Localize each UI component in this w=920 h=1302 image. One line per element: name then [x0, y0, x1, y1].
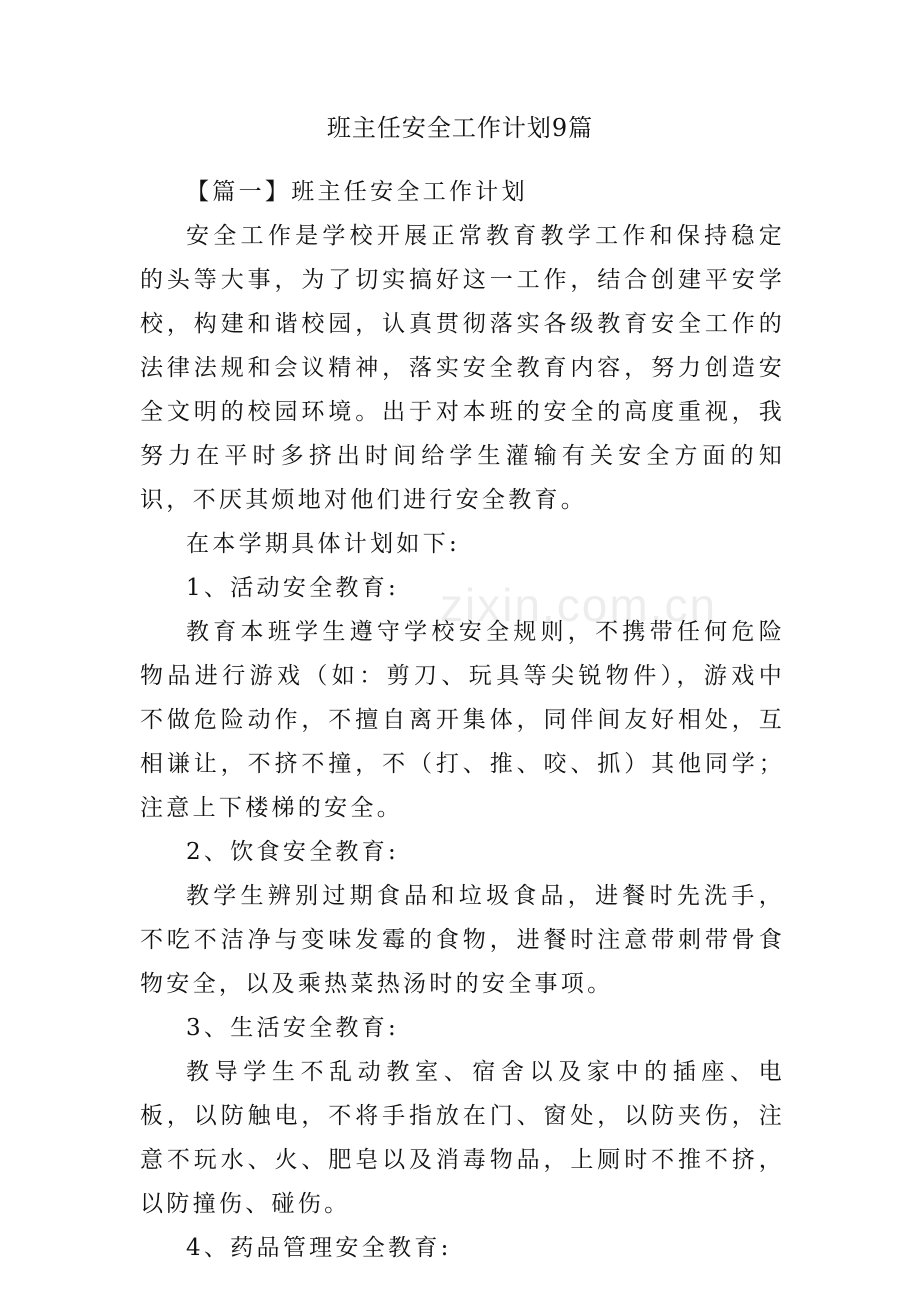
paragraph-item-3: 教导学生不乱动教室、宿舍以及家中的插座、电板，以防触电，不将手指放在门、窗处，以防夹伤，注意不玩水、火、肥皂以及消毒物品，上厕时不推不挤，以防撞伤、碰伤。	[140, 1059, 785, 1217]
item-heading-1: 1、活动安全教育:	[186, 575, 400, 601]
item-heading-2: 2、饮食安全教育:	[186, 839, 400, 865]
paragraph-item-2: 教学生辨别过期食品和垃圾食品，进餐时先洗手，不吃不洁净与变味发霉的食物，进餐时注意带刺带骨食物安全，以及乘热菜热汤时的安全事项。	[140, 883, 785, 997]
paragraph-intro: 安全工作是学校开展正常教育教学工作和保持稳定的头等大事，为了切实搞好这一工作，结合创建平安学校，构建和谐校园，认真贯彻落实各级教育安全工作的法律法规和会议精神，落实安全教育内容，努力创造安全文明的校园环境。出于对本班的安全的高度重视，我努力在平时多挤出时间给学生灌输有关安全方面的知识，不厌其烦地对他们进行安全教育。	[140, 223, 785, 513]
item-heading-4: 4、药品管理安全教育:	[186, 1235, 452, 1261]
document-body	[140, 170, 785, 1270]
paragraph-item-1: 教育本班学生遵守学校安全规则，不携带任何危险物品进行游戏（如：剪刀、玩具等尖锐物件），游戏中不做危险动作，不擅自离开集体，同伴间友好相处，互相谦让，不挤不撞，不（打、推、咬、抓）其他同学；注意上下楼梯的安全。	[140, 619, 785, 821]
section-heading: 【篇一】班主任安全工作计划	[186, 179, 528, 205]
watermark: zixin.com.cn	[440, 579, 718, 631]
item-heading-3: 3、生活安全教育:	[186, 1015, 400, 1041]
document-title: 班主任安全工作计划9篇	[326, 114, 594, 142]
paragraph-plan-lead: 在本学期具体计划如下:	[186, 531, 461, 557]
